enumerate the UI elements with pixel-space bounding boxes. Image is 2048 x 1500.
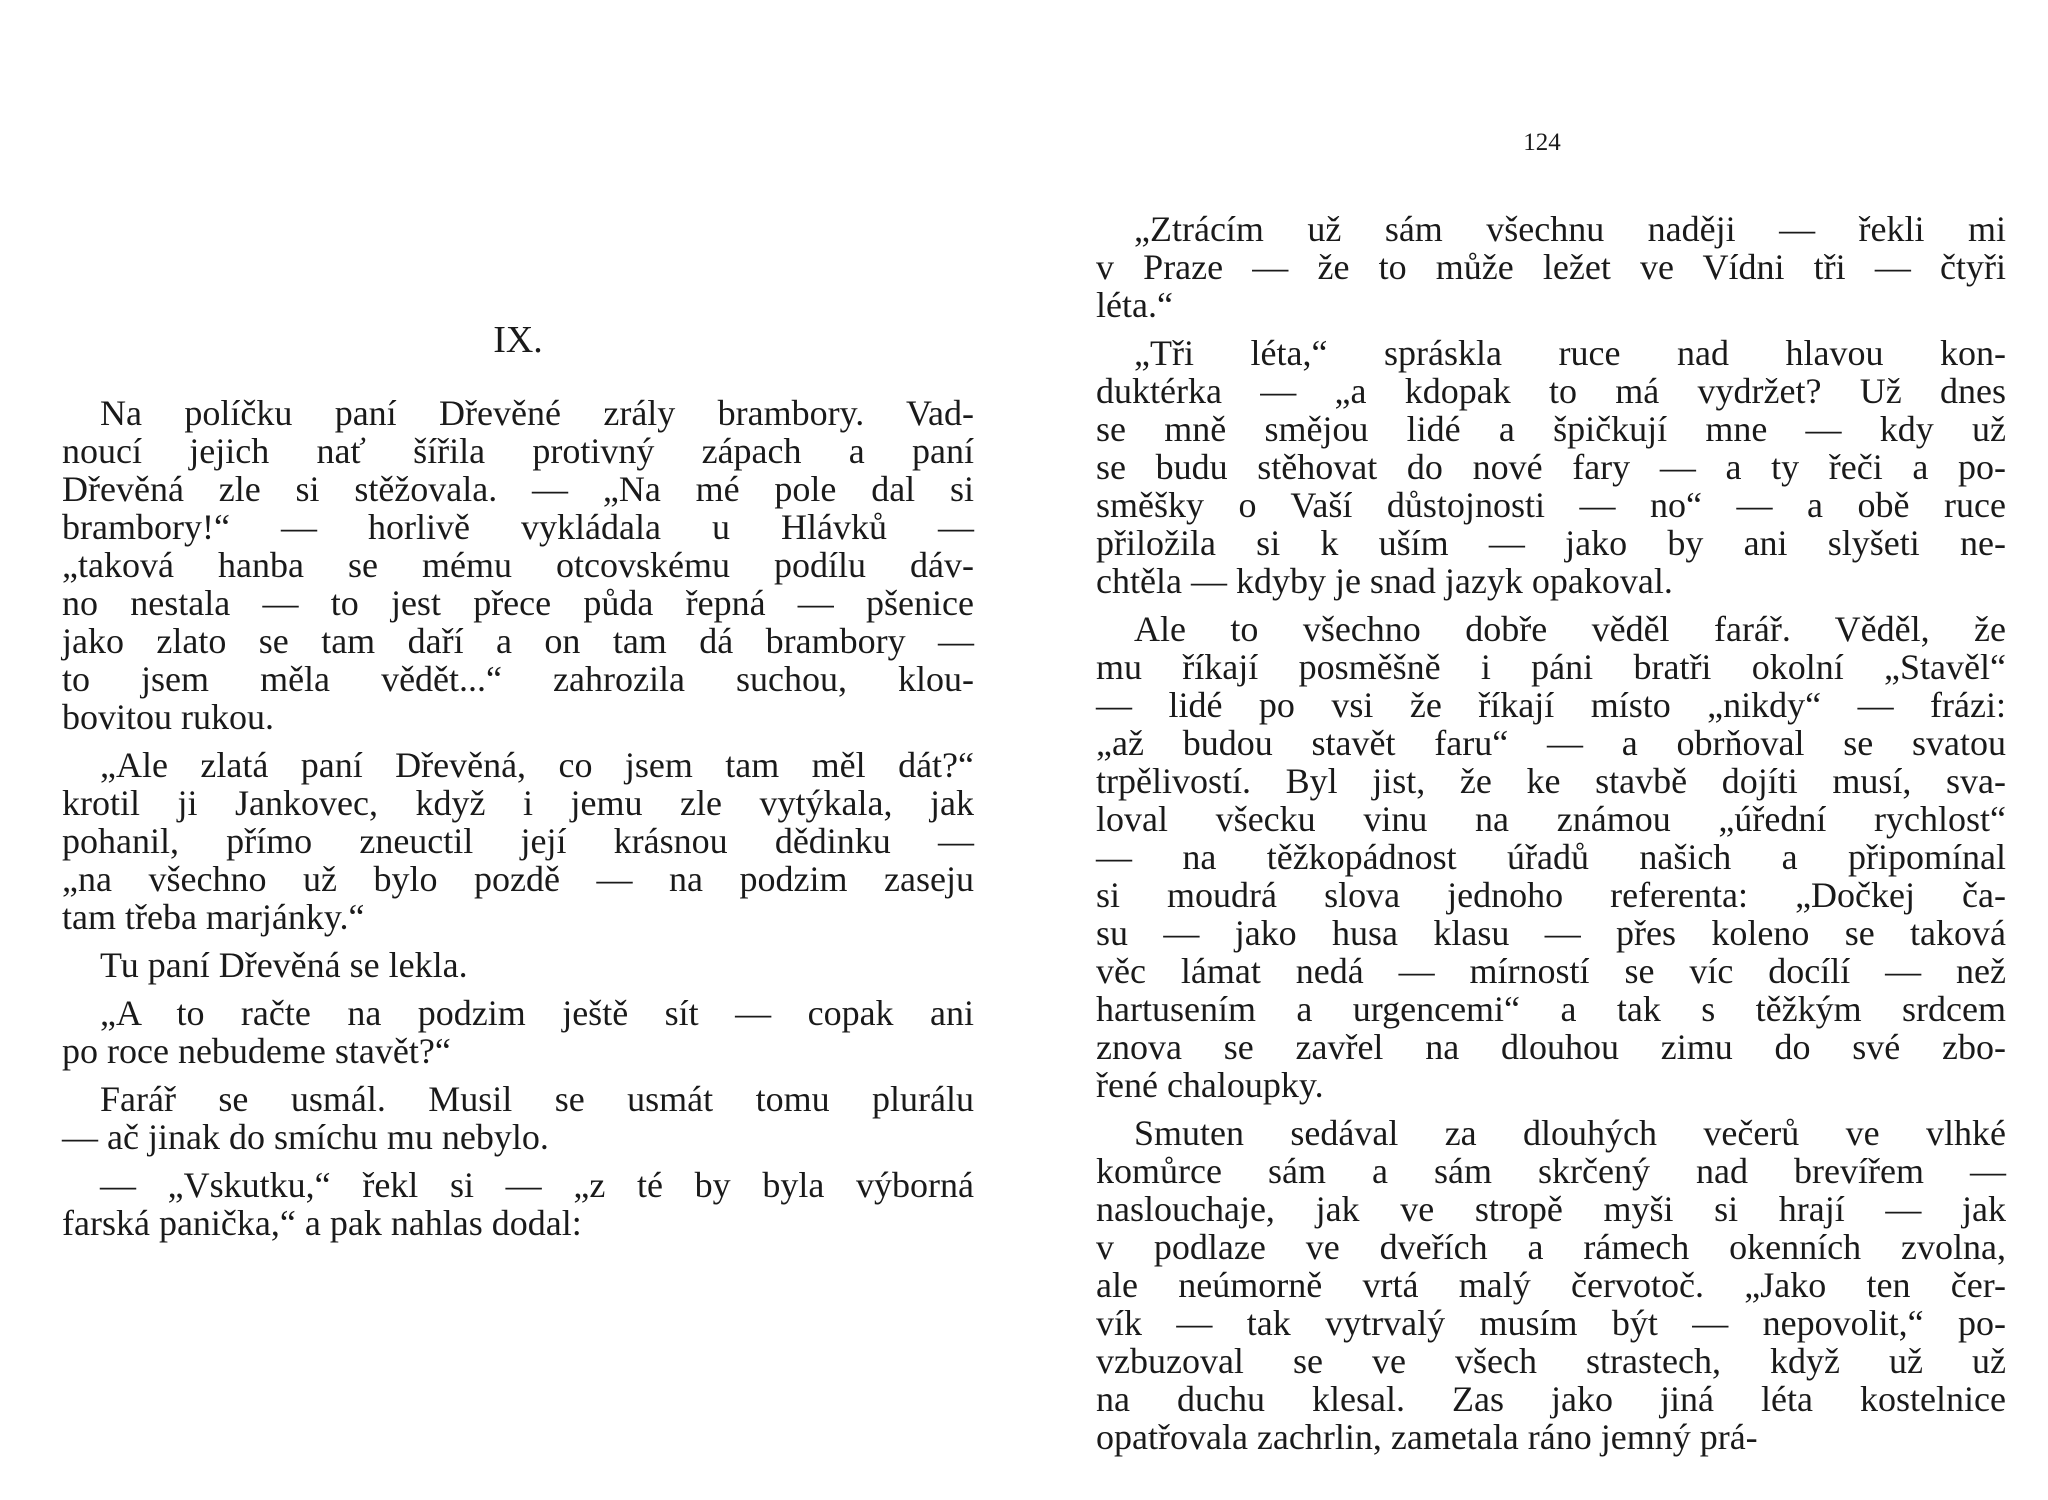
text-line: přiložila si k uším — jako by ani slyšeti ne-	[1096, 523, 2006, 563]
text-line: naslouchaje, jak ve stropě myši si hrají — jak	[1096, 1189, 2006, 1229]
text-line: Farář se usmál. Musil se usmát tomu plurálu	[100, 1079, 974, 1119]
text-line: na duchu klesal. Zas jako jiná léta kostelnice	[1096, 1379, 2006, 1419]
text-line: Ale to všechno dobře věděl farář. Věděl, že	[1134, 609, 2006, 649]
text-line: vzbuzoval se ve všech strastech, když už už	[1096, 1341, 2006, 1381]
text-line: hartusením a urgencemi“ a tak s těžkým srdcem	[1096, 989, 2006, 1029]
text-line: Na políčku paní Dřevěné zrály brambory. Vad-	[100, 393, 974, 433]
text-line: „Ale zlatá paní Dřevěná, co jsem tam měl dát?“	[100, 745, 974, 785]
page-number: 124	[1523, 129, 1561, 156]
text-line: — ač jinak do smíchu mu nebylo.	[62, 1117, 549, 1157]
text-line: ale neúmorně vrtá malý červotoč. „Jako ten čer-	[1096, 1265, 2006, 1305]
text-line: noucí jejich nať šířila protivný zápach a paní	[62, 431, 974, 471]
text-line: krotil ji Jankovec, když i jemu zle vytýkala, jak	[62, 783, 974, 823]
text-line: léta.“	[1096, 285, 1173, 325]
text-line: po roce nebudeme stavět?“	[62, 1031, 451, 1071]
paragraph	[62, 1080, 974, 1156]
paragraph	[1096, 210, 2006, 324]
text-line: řené chaloupky.	[1096, 1065, 1324, 1105]
text-line: se mně smějou lidé a špičkují mne — kdy už	[1096, 409, 2006, 449]
text-line: „A to račte na podzim ještě sít — copak ani	[100, 993, 974, 1033]
text-line: znova se zavřel na dlouhou zimu do své zbo-	[1096, 1027, 2006, 1067]
left-page-text	[62, 394, 974, 1242]
text-line: „Tři léta,“ spráskla ruce nad hlavou kon-	[1134, 333, 2006, 373]
text-line: tam třeba marjánky.“	[62, 897, 365, 937]
text-line: chtěla — kdyby je snad jazyk opakoval.	[1096, 561, 1673, 601]
text-line: opatřovala zachrlin, zametala ráno jemný prá-	[1096, 1417, 1758, 1457]
text-line: věc lámat nedá — mírností se víc docílí — než	[1096, 951, 2006, 991]
text-line: brambory!“ — horlivě vykládala u Hlávků —	[62, 507, 974, 547]
text-line: komůrce sám a sám skrčený nad brevířem —	[1096, 1151, 2006, 1191]
text-line: jako zlato se tam daří a on tam dá brambory —	[62, 621, 974, 661]
text-line: duktérka — „a kdopak to má vydržet? Už dnes	[1096, 371, 2006, 411]
text-line: farská panička,“ a pak nahlas dodal:	[62, 1203, 582, 1243]
text-line: Smuten sedával za dlouhých večerů ve vlhké	[1134, 1113, 2006, 1153]
text-line: „Ztrácím už sám všechnu naději — řekli mi	[1134, 209, 2006, 249]
chapter-heading: IX.	[493, 319, 543, 361]
text-line: se budu stěhovat do nové fary — a ty řeči a po-	[1096, 447, 2006, 487]
text-line: „až budou stavět faru“ — a obrňoval se svatou	[1096, 723, 2006, 763]
text-line: si moudrá slova jednoho referenta: „Dočkej ča-	[1096, 875, 2006, 915]
text-line: v Praze — že to může ležet ve Vídni tři — čtyři	[1096, 247, 2006, 287]
paragraph	[62, 746, 974, 936]
text-line: loval všecku vinu na známou „úřední rychlost“	[1096, 799, 2006, 839]
text-line: v podlaze ve dveřích a rámech okenních zvolna,	[1096, 1227, 2006, 1267]
text-line: vík — tak vytrvalý musím být — nepovolit,“ po-	[1096, 1303, 2006, 1343]
paragraph	[1096, 334, 2006, 600]
paragraph	[62, 946, 974, 984]
text-line: no nestala — to jest přece půda řepná — pšenice	[62, 583, 974, 623]
paragraph	[62, 994, 974, 1070]
right-page	[1024, 0, 2048, 1500]
text-line: „na všechno už bylo pozdě — na podzim zaseju	[62, 859, 974, 899]
text-line: — „Vskutku,“ řekl si — „z té by byla výborná	[100, 1165, 974, 1205]
paragraph	[62, 1166, 974, 1242]
text-line: směšky o Vaší důstojnosti — no“ — a obě ruce	[1096, 485, 2006, 525]
text-line: mu říkají posměšně i páni bratři okolní „Stavěl“	[1096, 647, 2006, 687]
paragraph	[1096, 610, 2006, 1104]
text-line: Dřevěná zle si stěžovala. — „Na mé pole dal si	[62, 469, 974, 509]
paragraph	[62, 394, 974, 736]
right-page-text	[1096, 210, 2006, 1456]
text-line: su — jako husa klasu — přes koleno se taková	[1096, 913, 2006, 953]
text-line: trpělivostí. Byl jist, že ke stavbě dojíti musí, sva-	[1096, 761, 2006, 801]
text-line: „taková hanba se mému otcovskému podílu dáv-	[62, 545, 974, 585]
text-line: Tu paní Dřevěná se lekla.	[100, 945, 468, 985]
text-line: bovitou rukou.	[62, 697, 274, 737]
text-line: — na těžkopádnost úřadů našich a připomínal	[1096, 837, 2006, 877]
text-line: to jsem měla vědět...“ zahrozila suchou, klou-	[62, 659, 974, 699]
text-line: — lidé po vsi že říkají místo „nikdy“ — frázi:	[1096, 685, 2006, 725]
paragraph	[1096, 1114, 2006, 1456]
text-line: pohanil, přímo zneuctil její krásnou dědinku —	[62, 821, 974, 861]
